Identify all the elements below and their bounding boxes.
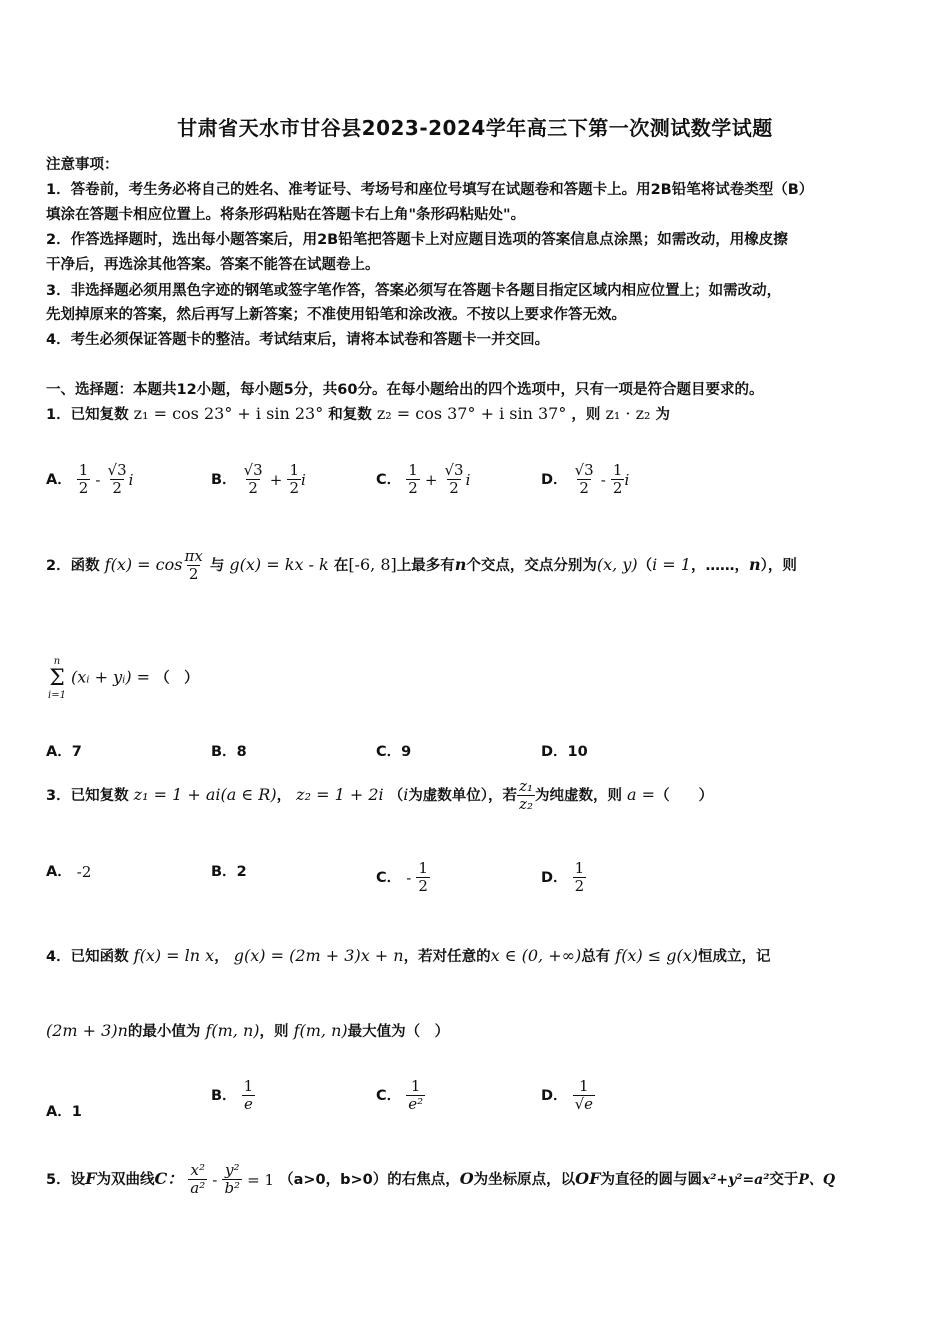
- sign: -: [600, 470, 606, 489]
- q3-option-c[interactable]: [376, 860, 430, 896]
- question-2: [46, 548, 797, 584]
- q2-option-a[interactable]: [46, 740, 82, 761]
- numerator: 1: [612, 461, 623, 479]
- q2-text: 个交点，交点分别为: [466, 557, 597, 574]
- notice-line: 3．非选择题必须用黑色字迹的钢笔或签字笔作答，答案必须写在答题卡各题目指定区域内相应位置上；如需改动，: [46, 283, 782, 299]
- q3-z1: z₁ = 1 + ai(a ∈ R): [133, 784, 277, 804]
- q1-z1: z₁ = cos 23° + i sin 23°: [133, 404, 324, 423]
- q1-prefix: 1．已知复数: [46, 407, 129, 423]
- denominator: b²: [224, 1179, 241, 1198]
- q4-option-d[interactable]: [541, 1078, 595, 1114]
- question-5: [46, 1162, 835, 1198]
- question-4: [46, 945, 771, 966]
- denominator: z₂: [519, 795, 533, 814]
- notice-line: 4．考生必须保证答题卡的整洁。考试结束后，请将本试卷和答题卡一并交回。: [46, 332, 550, 348]
- numerator: 1: [408, 461, 418, 479]
- q5-O: O: [459, 1168, 474, 1188]
- q3-option-b[interactable]: [211, 860, 247, 881]
- option-label: D．: [541, 1087, 568, 1104]
- q2-text: ，……，: [690, 557, 749, 574]
- q2-n: n: [748, 554, 761, 574]
- option-label: D．: [541, 869, 568, 886]
- q3-text: 为虚数单位），若: [408, 787, 518, 804]
- q5-text: 交于: [769, 1171, 799, 1188]
- sum-lower: i=1: [48, 689, 66, 701]
- q5-text: 为坐标原点，以: [473, 1171, 576, 1188]
- fraction: [188, 1162, 207, 1198]
- option-label: A．: [46, 864, 72, 880]
- q5-text: （a>0，b>0）的右焦点，: [279, 1171, 460, 1188]
- section-heading: 一、选择题：本题共12小题，每小题5分，共60分。在每小题给出的四个选项中，只有一项是符合题目要求的。: [46, 382, 764, 398]
- q5-PQ: P、Q: [798, 1171, 836, 1188]
- option-label: C．: [376, 869, 402, 886]
- q4-g: g(x) = (2m + 3)x + n: [233, 946, 404, 965]
- q1-option-d[interactable]: [541, 462, 629, 498]
- denominator: 2: [188, 565, 199, 584]
- imag-unit: i: [465, 470, 471, 489]
- q4-text: 的最小值为: [127, 1024, 201, 1040]
- notice-line: 填涂在答题卡相应位置上。将条形码粘贴在答题卡右上角"条形码粘贴处"。: [46, 207, 526, 223]
- q5-C: C：: [154, 1168, 184, 1188]
- sum-upper: n: [53, 656, 61, 667]
- question-4-line2: [46, 1020, 449, 1041]
- numerator: πx: [184, 547, 203, 565]
- q2-option-c[interactable]: [376, 740, 411, 761]
- question-3: [46, 778, 713, 814]
- fraction: [106, 462, 129, 498]
- notice-line: 干净后，再选涂其他答案。答案不能答在试题卷上。: [46, 257, 380, 273]
- q4-text: ，: [214, 949, 229, 965]
- denominator: 2: [418, 877, 428, 896]
- answer-paren: （ ）: [155, 670, 199, 687]
- denominator: 2: [449, 479, 459, 498]
- q3-i: i: [403, 784, 409, 804]
- notice-heading: 注意事项：: [46, 157, 119, 173]
- option-value: 2: [236, 864, 247, 880]
- q3-text: （: [388, 787, 404, 804]
- numerator: √3: [107, 461, 127, 479]
- q4-fmn: f(m, n): [205, 1021, 260, 1040]
- q4-text: ，若对任意的: [403, 949, 491, 965]
- numerator: √3: [444, 461, 464, 479]
- option-label: C．: [376, 744, 402, 760]
- q2-text: （: [637, 557, 653, 574]
- fraction: [287, 462, 301, 498]
- numerator: 1: [289, 461, 299, 479]
- fraction: [182, 548, 204, 584]
- page-title: 甘肃省天水市甘谷县2023-2024学年高三下第一次测试数学试题: [177, 116, 773, 140]
- option-label: D．: [541, 744, 568, 760]
- q2-interval: [-6, 8]: [348, 554, 397, 574]
- q4-text: ，则: [259, 1024, 289, 1040]
- sign: +: [424, 470, 438, 489]
- denominator: e²: [408, 1095, 424, 1114]
- imag-unit: i: [300, 470, 306, 489]
- q5-OF: OF: [575, 1168, 601, 1188]
- q2-prefix: 2．函数: [46, 557, 100, 574]
- option-label: A．: [46, 1104, 72, 1120]
- q5-text: 为双曲线: [96, 1171, 155, 1188]
- option-value: -2: [76, 863, 92, 881]
- notice-line: 1．答卷前，考生务必将自己的姓名、准考证号、考场号和座位号填写在试题卷和答题卡上。用2B铅笔将试卷类型（B）: [46, 182, 814, 198]
- option-label: A．: [46, 471, 72, 488]
- q2-index: i = 1: [652, 554, 691, 574]
- denominator: 2: [612, 479, 623, 498]
- q1-mid: 和复数: [328, 407, 372, 423]
- fraction: [573, 860, 587, 896]
- q2-n: n: [454, 554, 467, 574]
- sign: -: [95, 470, 101, 489]
- imag-unit: i: [624, 470, 630, 489]
- option-label: B．: [211, 471, 237, 488]
- fraction: [611, 462, 625, 498]
- q1-suffix: 为: [655, 407, 670, 423]
- sum-symbol: Σ: [49, 665, 65, 691]
- sign: -: [212, 1170, 218, 1189]
- q4-text: 最大值为（ ）: [347, 1024, 450, 1040]
- q3-text: ，: [276, 787, 292, 804]
- numerator: 1: [574, 859, 585, 877]
- q2-point: (x, y): [596, 554, 638, 574]
- q4-option-c[interactable]: [376, 1078, 425, 1114]
- option-value: 7: [71, 744, 82, 760]
- q2-text: ），则: [760, 557, 797, 574]
- option-value: 8: [236, 744, 247, 760]
- numerator: √3: [243, 461, 263, 479]
- sign: -: [406, 868, 412, 887]
- denominator: 2: [574, 877, 585, 896]
- q3-text: 为纯虚数，则: [534, 787, 622, 804]
- denominator: 2: [112, 479, 122, 498]
- q4-fmn: f(m, n): [293, 1021, 348, 1040]
- q5-eq: = 1: [247, 1170, 275, 1189]
- fraction: [242, 462, 265, 498]
- q4-domain: x ∈ (0, +∞): [490, 946, 582, 965]
- fraction: [442, 462, 465, 498]
- q2-in: 在: [333, 557, 349, 574]
- option-label: D．: [541, 471, 568, 488]
- fraction: [77, 462, 91, 498]
- option-label: B．: [211, 744, 237, 760]
- q2-summation: [48, 656, 199, 701]
- option-label: C．: [376, 471, 402, 488]
- q3-z2: z₂ = 1 + 2i: [296, 784, 384, 804]
- numerator: z₁: [519, 777, 533, 795]
- q2-with: 与: [209, 557, 225, 574]
- q3-a: a =: [627, 784, 656, 804]
- fraction: [242, 1078, 256, 1114]
- q2-f: f(x) = cos: [104, 554, 183, 574]
- numerator: y²: [225, 1161, 240, 1179]
- option-value: 10: [567, 744, 588, 760]
- numerator: 1: [579, 1077, 589, 1095]
- fraction: [406, 1078, 425, 1114]
- denominator: a²: [190, 1179, 206, 1198]
- denominator: √e: [574, 1095, 594, 1114]
- numerator: 1: [418, 859, 428, 877]
- option-value: 9: [401, 744, 412, 760]
- q1-then: ，则: [571, 407, 601, 423]
- denominator: 2: [78, 479, 89, 498]
- numerator: x²: [190, 1161, 205, 1179]
- q3-option-d[interactable]: [541, 860, 586, 896]
- numerator: 1: [78, 461, 89, 479]
- q2-option-b[interactable]: [211, 740, 247, 761]
- q4-option-b[interactable]: [211, 1078, 255, 1114]
- fraction: [573, 462, 596, 498]
- answer-paren: （ ）: [655, 787, 714, 804]
- denominator: 2: [289, 479, 299, 498]
- q5-circle: x²+y²=a²: [701, 1171, 770, 1188]
- q1-option-c[interactable]: [376, 462, 470, 498]
- fraction: [573, 1078, 595, 1114]
- fraction: [517, 778, 535, 814]
- q5-prefix: 5．设: [46, 1171, 86, 1188]
- q2-g: g(x) = kx - k: [229, 554, 329, 574]
- q5-F: F: [85, 1168, 97, 1188]
- option-label: A．: [46, 744, 72, 760]
- denominator: 2: [248, 479, 258, 498]
- denominator: 2: [579, 479, 589, 498]
- q5-text: 为直径的圆与圆: [600, 1171, 702, 1188]
- q2-text: 上最多有: [396, 557, 455, 574]
- sign: +: [269, 470, 283, 489]
- option-label: C．: [376, 1087, 402, 1104]
- numerator: 1: [410, 1077, 421, 1095]
- q4-prefix: 4．已知函数: [46, 949, 129, 965]
- q4-option-a[interactable]: [46, 1100, 82, 1121]
- imag-unit: i: [128, 470, 134, 489]
- denominator: e: [243, 1095, 253, 1114]
- question-1: [46, 403, 670, 424]
- fraction: [406, 462, 420, 498]
- q3-prefix: 3．已知复数: [46, 787, 129, 804]
- q1-option-b[interactable]: [211, 462, 306, 498]
- fraction: [416, 860, 430, 896]
- q4-text: 总有: [581, 949, 611, 965]
- option-value: 1: [71, 1104, 82, 1120]
- q1-product: z₁ · z₂: [605, 404, 651, 423]
- q4-f: f(x) = ln x: [133, 946, 215, 965]
- notice-line: 先划掉原来的答案，然后再写上新答案；不准使用铅笔和涂改液。不按以上要求作答无效。: [46, 307, 626, 323]
- option-label: B．: [211, 864, 237, 880]
- numerator: √3: [574, 461, 594, 479]
- sum-operator: [48, 656, 66, 701]
- q4-text: 恒成立，记: [698, 949, 771, 965]
- q1-option-a[interactable]: [46, 462, 133, 498]
- q1-z2: z₂ = cos 37° + i sin 37°: [376, 404, 567, 423]
- q2-option-d[interactable]: [541, 740, 588, 761]
- numerator: 1: [243, 1077, 254, 1095]
- option-label: B．: [211, 1087, 237, 1104]
- q4-ineq: f(x) ≤ g(x): [615, 946, 699, 965]
- fraction: [222, 1162, 242, 1198]
- denominator: 2: [408, 479, 418, 498]
- q3-option-a[interactable]: [46, 860, 91, 881]
- notice-line: 2．作答选择题时，选出每小题答案后，用2B铅笔把答题卡上对应题目选项的答案信息点涂黑；如需改动，用橡皮擦: [46, 232, 788, 248]
- sum-body: (xᵢ + yᵢ) =: [71, 667, 151, 687]
- q4-expr: (2m + 3)n: [46, 1021, 128, 1040]
